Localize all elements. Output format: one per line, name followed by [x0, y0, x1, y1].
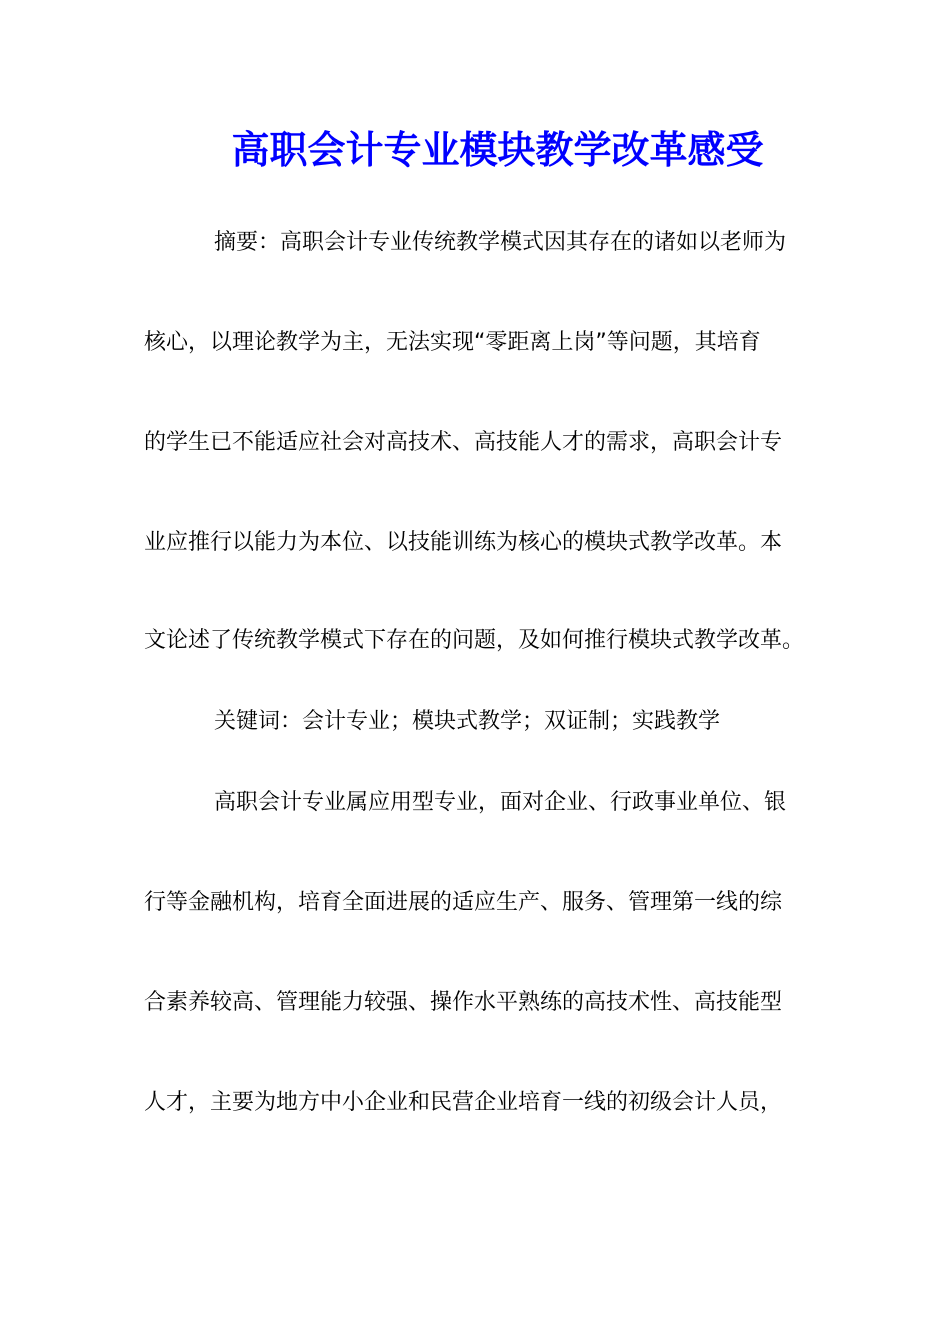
body-line-2: 行等金融机构，培育全面进展的适应生产、服务、管理第一线的综 — [144, 890, 783, 915]
abstract-line-2: 核心，以理论教学为主，无法实现“零距离上岗”等问题，其培育 — [144, 330, 761, 355]
abstract-line-3: 的学生已不能适应社会对高技术、高技能人才的需求，高职会计专 — [144, 430, 783, 455]
keywords-line: 关键词：会计专业；模块式教学；双证制；实践教学 — [214, 709, 721, 734]
body-line-3: 合素养较高、管理能力较强、操作水平熟练的高技术性、高技能型 — [144, 990, 783, 1015]
document-title: 高职会计专业模块教学改革感受 — [231, 127, 764, 172]
abstract-line-5: 文论述了传统教学模式下存在的问题，及如何推行模块式教学改革。 — [144, 628, 805, 653]
body-line-1: 高职会计专业属应用型专业，面对企业、行政事业单位、银 — [214, 790, 787, 815]
abstract-line-4: 业应推行以能力为本位、以技能训练为核心的模块式教学改革。本 — [144, 530, 783, 555]
body-line-4: 人才，主要为地方中小企业和民营企业培育一线的初级会计人员， — [144, 1090, 783, 1115]
abstract-line-1: 摘要：高职会计专业传统教学模式因其存在的诸如以老师为 — [214, 230, 787, 255]
